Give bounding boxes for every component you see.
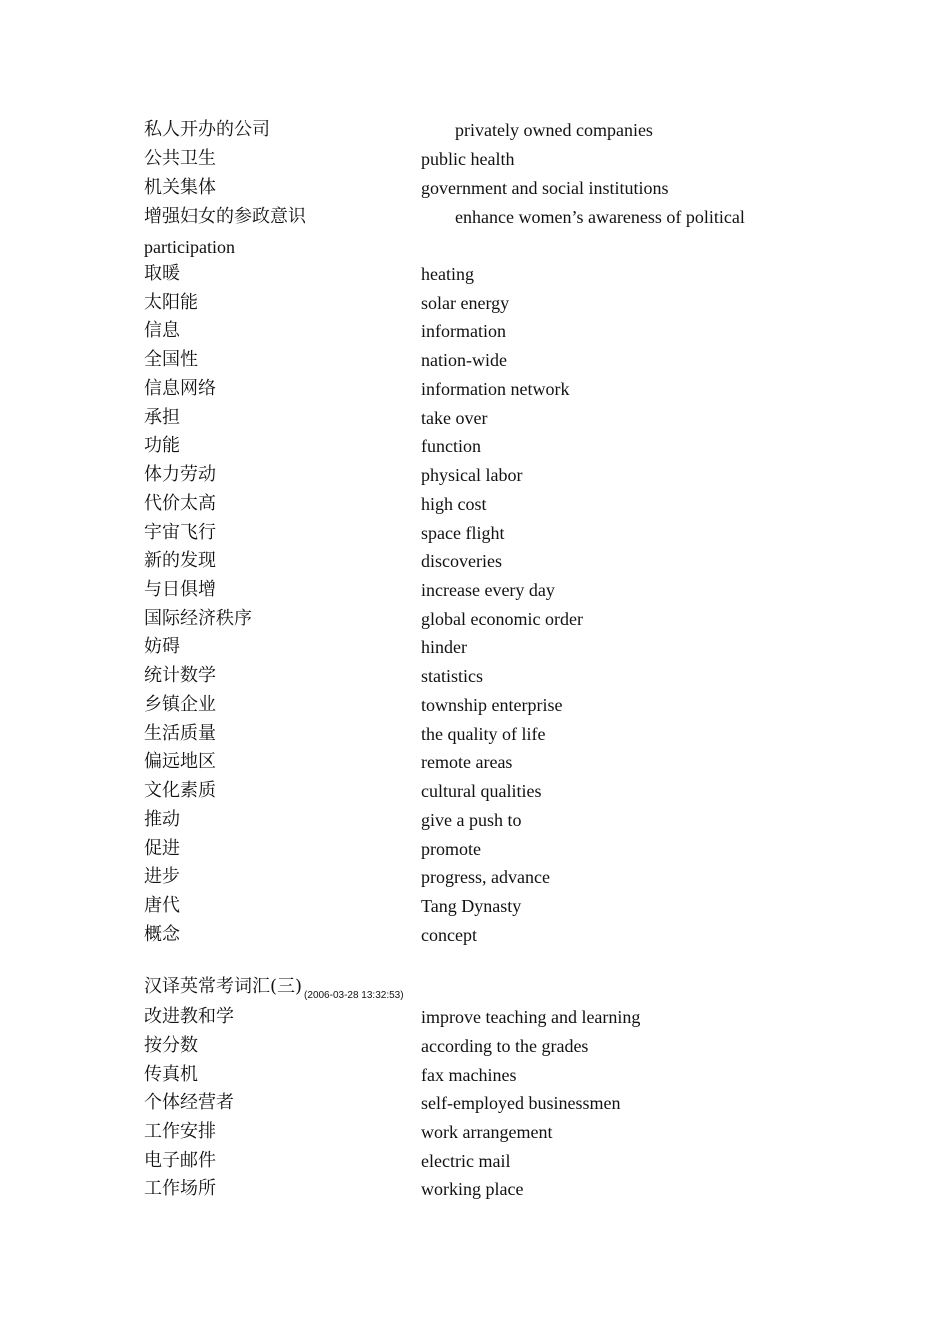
term-english: township enterprise <box>421 695 563 715</box>
glossary-row <box>0 863 950 891</box>
term-chinese: 与日俱增 <box>144 579 216 600</box>
term-chinese: 体力劳动 <box>144 464 216 485</box>
term-english: enhance women’s awareness of political <box>455 207 745 227</box>
term-english: the quality of life <box>421 724 546 744</box>
term-english: take over <box>421 408 488 428</box>
glossary-row <box>0 1089 950 1117</box>
glossary-row <box>0 921 950 949</box>
term-english: function <box>421 436 481 456</box>
term-english: hinder <box>421 637 467 657</box>
term-chinese: 生活质量 <box>144 723 216 744</box>
term-chinese: 按分数 <box>144 1035 198 1056</box>
section-date: (2006-03-28 13:32:53) <box>304 990 404 1001</box>
term-chinese: 唐代 <box>144 895 180 916</box>
term-english: privately owned companies <box>455 120 653 140</box>
glossary-row <box>0 605 950 633</box>
term-chinese: 电子邮件 <box>144 1150 216 1171</box>
term-chinese: 全国性 <box>144 349 198 370</box>
term-chinese: 代价太高 <box>144 493 216 514</box>
section-heading <box>144 973 404 1004</box>
term-english-continuation: participation <box>144 237 235 257</box>
glossary-row <box>0 404 950 432</box>
glossary-row <box>0 346 950 374</box>
term-chinese: 工作安排 <box>144 1121 216 1142</box>
term-english: electric mail <box>421 1151 511 1171</box>
term-english: discoveries <box>421 551 502 571</box>
term-chinese: 乡镇企业 <box>144 694 216 715</box>
glossary-row <box>0 547 950 575</box>
glossary-row <box>0 691 950 719</box>
glossary-row <box>0 892 950 920</box>
glossary-row <box>0 432 950 460</box>
glossary-row <box>0 1061 950 1089</box>
glossary-row <box>0 662 950 690</box>
term-chinese: 个体经营者 <box>144 1092 234 1113</box>
term-english: space flight <box>421 523 505 543</box>
glossary-row <box>0 1032 950 1060</box>
term-english: heating <box>421 264 474 284</box>
term-chinese: 增强妇女的参政意识 <box>144 206 306 227</box>
glossary-row <box>0 835 950 863</box>
term-chinese: 宇宙飞行 <box>144 522 216 543</box>
term-chinese: 统计数学 <box>144 665 216 686</box>
term-english: solar energy <box>421 293 510 313</box>
term-chinese: 取暖 <box>144 263 180 284</box>
glossary-row-continuation <box>0 233 950 261</box>
term-chinese: 公共卫生 <box>144 148 216 169</box>
term-english: promote <box>421 839 481 859</box>
term-chinese: 传真机 <box>144 1064 198 1085</box>
term-english: self-employed businessmen <box>421 1093 621 1113</box>
glossary-row <box>0 1118 950 1146</box>
term-chinese: 进步 <box>144 866 180 887</box>
term-english: Tang Dynasty <box>421 896 522 916</box>
term-english: progress, advance <box>421 867 550 887</box>
term-chinese: 工作场所 <box>144 1178 216 1199</box>
term-english: high cost <box>421 494 487 514</box>
glossary-row <box>0 633 950 661</box>
section-title: 汉译英常考词汇(三) <box>144 976 303 997</box>
term-english: statistics <box>421 666 483 686</box>
glossary-row <box>0 490 950 518</box>
term-english: nation-wide <box>421 350 507 370</box>
term-english: work arrangement <box>421 1122 553 1142</box>
term-chinese: 推动 <box>144 809 180 830</box>
term-chinese: 新的发现 <box>144 550 216 571</box>
glossary-row <box>0 145 950 173</box>
glossary-row <box>0 1147 950 1175</box>
term-chinese: 太阳能 <box>144 292 198 313</box>
term-chinese: 促进 <box>144 838 180 859</box>
glossary-row <box>0 174 950 202</box>
term-english: according to the grades <box>421 1036 589 1056</box>
glossary-row <box>0 260 950 288</box>
term-english: information network <box>421 379 570 399</box>
term-english: working place <box>421 1179 524 1199</box>
glossary-row <box>0 806 950 834</box>
term-chinese: 国际经济秩序 <box>144 608 252 629</box>
term-english: fax machines <box>421 1065 517 1085</box>
glossary-row <box>0 519 950 547</box>
glossary-row <box>0 576 950 604</box>
term-chinese: 承担 <box>144 407 180 428</box>
term-chinese: 信息 <box>144 320 180 341</box>
glossary-row <box>0 720 950 748</box>
glossary-row <box>0 461 950 489</box>
glossary-row <box>0 748 950 776</box>
term-chinese: 偏远地区 <box>144 751 216 772</box>
term-english: information <box>421 321 506 341</box>
glossary-row <box>0 1003 950 1031</box>
glossary-row <box>0 375 950 403</box>
term-english: remote areas <box>421 752 513 772</box>
glossary-row <box>0 777 950 805</box>
glossary-row <box>0 317 950 345</box>
term-chinese: 机关集体 <box>144 177 216 198</box>
term-english: improve teaching and learning <box>421 1007 641 1027</box>
term-english: public health <box>421 149 515 169</box>
glossary-row <box>0 203 950 231</box>
glossary-row <box>0 289 950 317</box>
term-english: give a push to <box>421 810 522 830</box>
term-chinese: 文化素质 <box>144 780 216 801</box>
term-chinese: 信息网络 <box>144 378 216 399</box>
glossary-row <box>0 116 950 144</box>
glossary-row <box>0 1175 950 1203</box>
term-english: concept <box>421 925 477 945</box>
term-chinese: 私人开办的公司 <box>144 119 270 140</box>
term-chinese: 改进教和学 <box>144 1006 234 1027</box>
term-english: cultural qualities <box>421 781 542 801</box>
term-chinese: 概念 <box>144 924 180 945</box>
term-chinese: 妨碍 <box>144 636 180 657</box>
term-english: increase every day <box>421 580 555 600</box>
term-english: global economic order <box>421 609 583 629</box>
term-english: physical labor <box>421 465 523 485</box>
term-english: government and social institutions <box>421 178 669 198</box>
term-chinese: 功能 <box>144 435 180 456</box>
